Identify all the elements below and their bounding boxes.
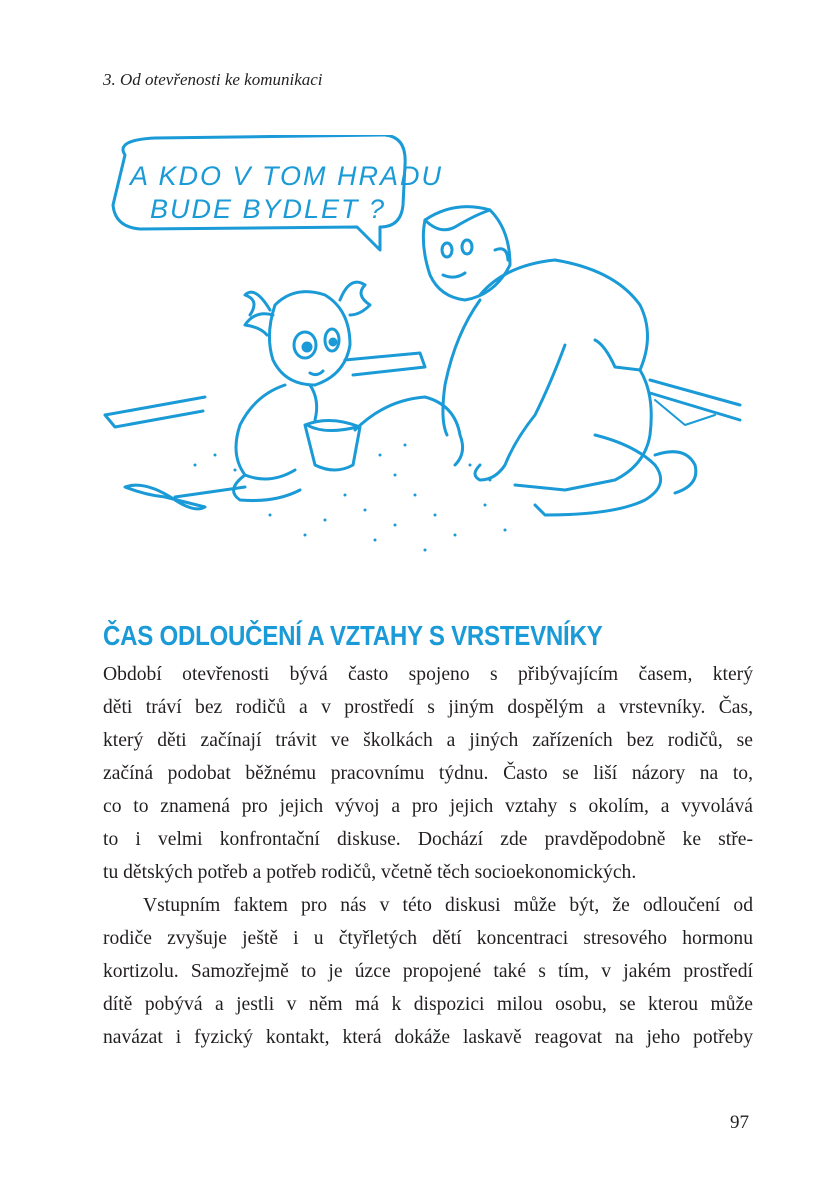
father-figure bbox=[423, 207, 695, 515]
text-line: rodiče zvyšuje ještě i u čtyřletých dětí koncentraci stresového hormonu bbox=[103, 928, 753, 949]
speech-line-1: A KDO V TOM HRADU bbox=[130, 161, 444, 191]
text-line: co to znamená pro jejich vývoj a pro jejich vztahy s okolím, a vyvolává bbox=[103, 796, 753, 817]
sandbox-edge bbox=[105, 353, 740, 427]
body-text bbox=[103, 658, 753, 1054]
text-line: začíná podobat běžnému pracovnímu týdnu. Často se liší názory na to, bbox=[103, 763, 753, 784]
speech-bubble bbox=[113, 135, 405, 250]
page-number: 97 bbox=[730, 1112, 749, 1133]
text-line: kortizolu. Samozřejmě to je úzce propojené také s tím, v jakém prostředí bbox=[103, 961, 753, 982]
running-head: 3. Od otevřenosti ke komunikaci bbox=[103, 70, 323, 89]
speech-line-2: BUDE BYDLET ? bbox=[150, 194, 387, 224]
section-heading: ČAS ODLOUČENÍ A VZTAHY S VRSTEVNÍKY bbox=[103, 620, 603, 651]
text-line: Vstupním faktem pro nás v této diskusi může být, že odloučení od bbox=[143, 895, 753, 916]
text-line: který děti začínají trávit ve školkách a jiných zařízeních bez rodičů, se bbox=[103, 730, 753, 751]
text-line: Období otevřenosti bývá často spojeno s přibývajícím časem, který bbox=[103, 664, 753, 685]
text-line: děti tráví bez rodičů a v prostředí s jiným dospělým a vrstevníky. Čas, bbox=[103, 697, 753, 718]
illustration-father-daughter-sandbox bbox=[95, 135, 745, 575]
text-line: to i velmi konfrontační diskuse. Dochází zde pravděpodobně ke stře- bbox=[103, 829, 753, 850]
text-line: tu dětských potřeb a potřeb rodičů, včetně těch socioekonomických. bbox=[103, 862, 637, 883]
text-line: navázat i fyzický kontakt, která dokáže laskavě reagovat na jeho potřeby bbox=[103, 1027, 753, 1048]
shovel bbox=[125, 485, 245, 509]
text-line: dítě pobývá a jestli v něm má k dispozici milou osobu, se kterou může bbox=[103, 994, 753, 1015]
